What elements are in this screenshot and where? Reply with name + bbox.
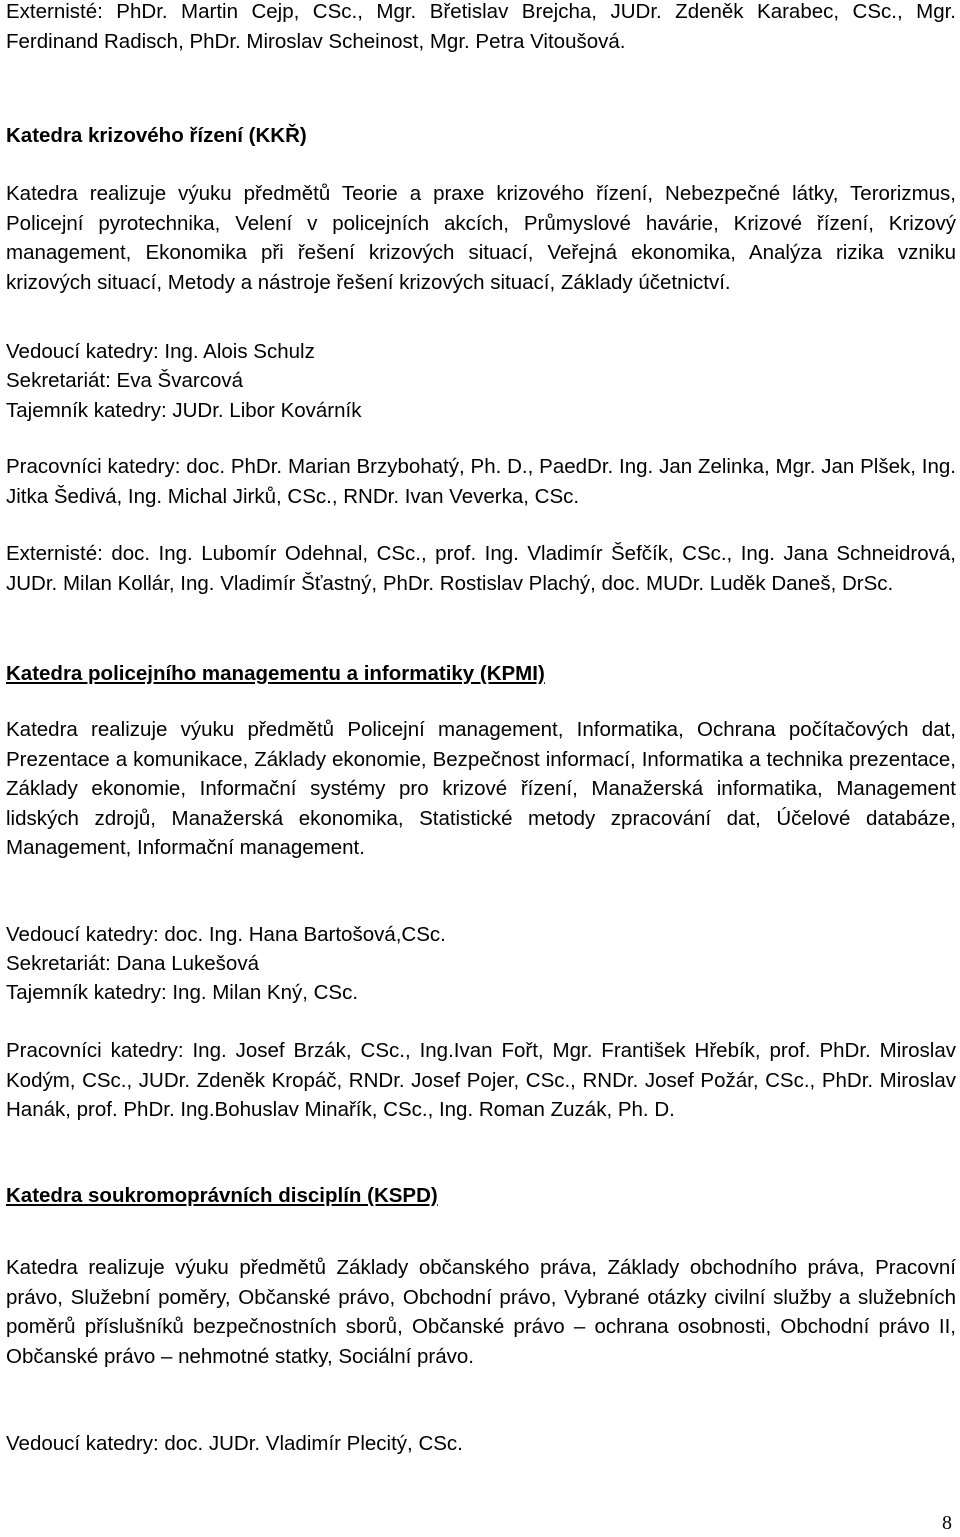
page-number: 8 xyxy=(942,1512,952,1534)
kkr-secretary: Tajemník katedry: JUDr. Libor Kovárník xyxy=(6,399,362,422)
kkr-head: Vedoucí katedry: Ing. Alois Schulz xyxy=(6,340,315,363)
top-externists-paragraph: Externisté: PhDr. Martin Cejp, CSc., Mgr. Břetislav Brejcha, JUDr. Zdeněk Karabec, CSc., Mgr. Ferdinand Radisch, PhDr. Miroslav Scheinost, Mgr. Petra Vitoušová. xyxy=(6,0,956,53)
kpmi-head: Vedoucí katedry: doc. Ing. Hana Bartošová,CSc. xyxy=(6,923,446,946)
kspd-head: Vedoucí katedry: doc. JUDr. Vladimír Plecitý, CSc. xyxy=(6,1432,463,1455)
kpmi-secretary: Tajemník katedry: Ing. Milan Kný, CSc. xyxy=(6,981,359,1004)
kkr-externists: Externisté: doc. Ing. Lubomír Odehnal, CSc., prof. Ing. Vladimír Šefčík, CSc., Ing. Jana Schneidrová, JUDr. Milan Kollár, Ing. Vladimír Šťastný, PhDr. Rostislav Plachý, doc. MUDr. Luděk Daneš, DrSc. xyxy=(6,542,956,595)
kkr-heading: Katedra krizového řízení (KKŘ) xyxy=(6,124,307,147)
kpmi-secretariat: Sekretariát: Dana Lukešová xyxy=(6,952,259,975)
kspd-description: Katedra realizuje výuku předmětů Základy občanského práva, Základy obchodního práva, Pracovní právo, Služební poměry, Občanské právo, Obchodní právo, Vybrané otázky civilní služby a služebních poměrů příslušníků bezpečnostních sborů, Občanské právo – ochrana osobnosti, Obchodní právo II, Občanské právo – nehmotné statky, Sociální právo. xyxy=(6,1256,956,1368)
kpmi-description: Katedra realizuje výuku předmětů Policejní management, Informatika, Ochrana počítačových dat, Prezentace a komunikace, Základy ekonomie, Bezpečnost informací, Informatika a technika prezentace, Základy ekonomie, Informační systémy pro krizové řízení, Manažerská informatika, Management lidských zdrojů, Manažerská ekonomika, Statistické metody zpracování dat, Účelové databáze, Management, Informační management. xyxy=(6,718,956,859)
kkr-description: Katedra realizuje výuku předmětů Teorie a praxe krizového řízení, Nebezpečné látky, Terorizmus, Policejní pyrotechnika, Velení v policejních akcích, Průmyslové havárie, Krizové řízení, Krizový management, Ekonomika při řešení krizových situací, Veřejná ekonomika, Analýza rizika vzniku krizových situací, Metody a nástroje řešení krizových situací, Základy účetnictví. xyxy=(6,182,956,294)
kkr-secretariat: Sekretariát: Eva Švarcová xyxy=(6,369,243,392)
kpmi-heading: Katedra policejního managementu a informatiky (KPMI) xyxy=(6,662,545,685)
kspd-heading: Katedra soukromoprávních disciplín (KSPD) xyxy=(6,1184,438,1207)
kkr-staff: Pracovníci katedry: doc. PhDr. Marian Brzybohatý, Ph. D., PaedDr. Ing. Jan Zelinka, Mgr. Jan Plšek, Ing. Jitka Šedivá, Ing. Michal Jirků, CSc., RNDr. Ivan Veverka, CSc. xyxy=(6,455,956,508)
kpmi-staff: Pracovníci katedry: Ing. Josef Brzák, CSc., Ing.Ivan Fořt, Mgr. František Hřebík, prof. PhDr. Miroslav Kodým, CSc., JUDr. Zdeněk Kropáč, RNDr. Josef Pojer, CSc., RNDr. Josef Požár, CSc., PhDr. Miroslav Hanák, prof. PhDr. Ing.Bohuslav Minařík, CSc., Ing. Roman Zuzák, Ph. D. xyxy=(6,1039,956,1121)
